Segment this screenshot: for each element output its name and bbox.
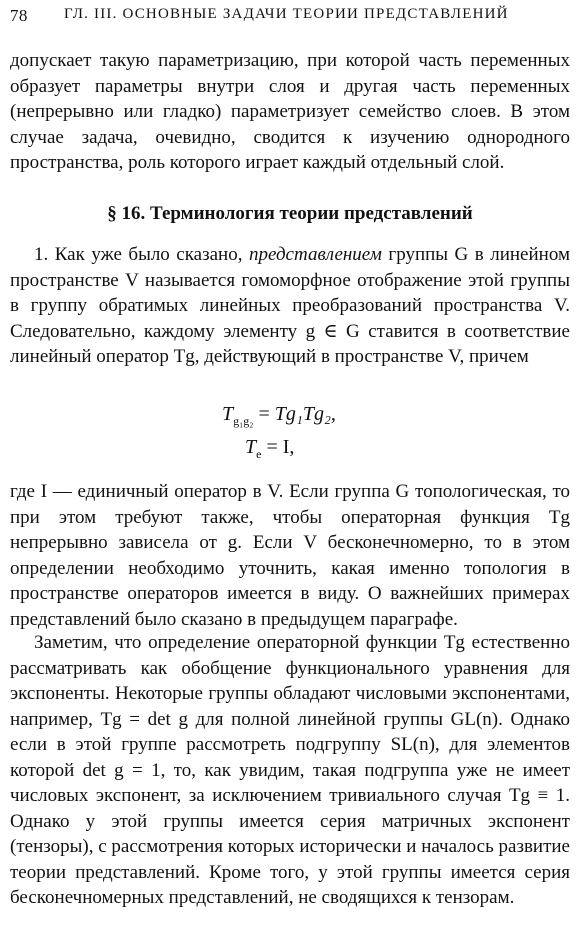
page-header <box>10 6 570 32</box>
paragraph-2: где I — единичный оператор в V. Если группа G топологическая, то при этом требуют также, чтобы операторная функция Tg непрерывно зависела от g. Если V бесконечномерно, то в этом определении необходимо уточнить, какая именно топология в пространстве операторов имеется в виду. О важнейших примерах представлений было сказано в предыдущем параграфе. <box>10 481 570 630</box>
running-title: ГЛ. III. ОСНОВНЫЕ ЗАДАЧИ ТЕОРИИ ПРЕДСТАВЛЕНИЙ <box>64 6 509 22</box>
intro-paragraph: допускает такую параметризацию, при которой часть переменных образует параметры внутри слоя и другая часть переменных (непрерывно или гладко) параметризует семейство слоев. В этом случае задача, очевидно, сводится к изучению однородного пространства, роль которого играет каждый отдельный слой. <box>10 50 570 173</box>
intro-paragraph-block <box>10 48 570 176</box>
formula2-lhs-sub: e <box>256 447 262 461</box>
formula2-lhs: T <box>245 436 257 458</box>
paragraph-1-rest: группы G в линейном пространстве V называется гомоморфное отображение этой группы в группу обратимых линейных преобразований пространства V. Следовательно, каждому элементу g ∈ G ставится в соответствие линейный оператор Tg, действующий в пространстве V, причем <box>10 244 570 367</box>
formula1-lhs: T <box>222 403 234 425</box>
paragraph-3-block <box>10 630 570 911</box>
paragraph-1-start: 1. Как уже было сказано, <box>34 244 249 265</box>
paragraph-2-block <box>10 479 570 632</box>
paragraph-1 <box>10 242 570 370</box>
formula2-rhs: = I, <box>261 436 295 458</box>
formula-homomorphism <box>222 403 336 429</box>
formula1-eq: = <box>253 403 275 425</box>
formula1-lhs-sub: g₁g₂ <box>233 414 254 428</box>
formula1-rhs: Tg₁Tg₂, <box>274 403 336 425</box>
formula-identity <box>245 436 294 462</box>
paragraph-3: Заметим, что определение операторной функции Tg естественно рассматривать как обобщение функционального уравнения для экспоненты. Некоторые группы обладают числовыми экспонентами, например, Tg = det g для полной линейной группы GL(n). Однако если в этой группе рассмотреть подгруппу SL(n), для элементов которой det g = 1, то, как увидим, такая подгруппа уже не имеет числовых экспонент, за исключением тривиального случая Tg ≡ 1. Однако у этой группы имеется серия матричных экспонент (тензоры), с рассмотрения которых исторически и началось развитие теории представлений. Кроме того, у этой группы имеется серия бесконечномерных представлений, не сводящихся к тензорам. <box>10 632 570 908</box>
paragraph-1-block <box>10 242 570 370</box>
section-heading: § 16. Терминология теории представлений <box>107 203 473 224</box>
term-representation: представлением <box>248 244 382 265</box>
page-number: 78 <box>10 6 28 25</box>
